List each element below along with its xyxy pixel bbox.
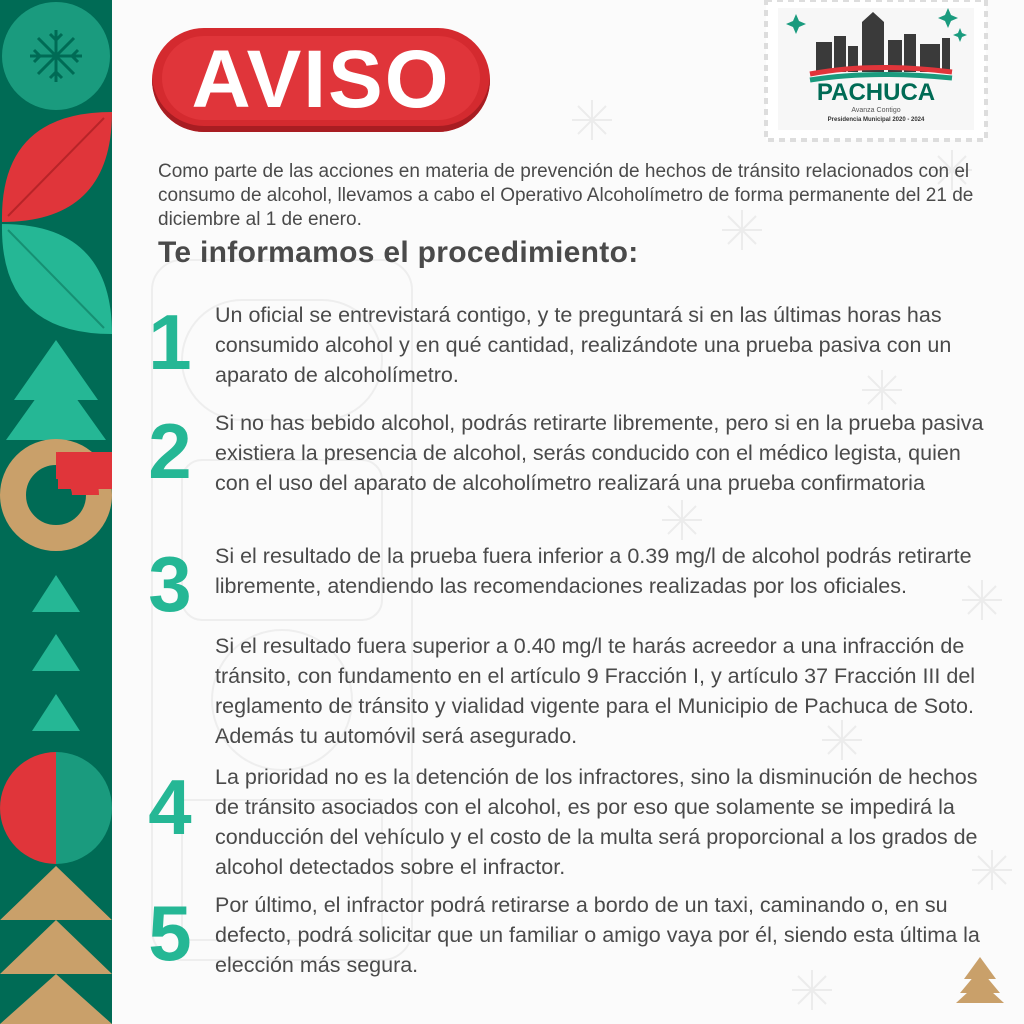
- step-4-number: 4: [148, 763, 192, 851]
- split-circle-ornament: [0, 752, 56, 864]
- logo-administration: Presidencia Municipal 2020 - 2024: [827, 117, 925, 123]
- step-1-text: Un oficial se entrevistará contigo, y te preguntará si en las últimas horas has consumido alcohol y en qué cantidad, realizándote una prueba pasiva con un aparato de alcoholímetro.: [215, 303, 952, 387]
- intro-paragraph: Como parte de las acciones en materia de prevención de hechos de tránsito relacionados con el consumo de alcohol, llevamos a cabo el Operativo Alcoholímetro de forma permanente del 21 de diciembre al 1 de enero.: [158, 161, 974, 230]
- step-2-number: 2: [148, 407, 192, 495]
- tree-icon: [6, 340, 106, 440]
- step-5-text: Por último, el infractor podrá retirarse a bordo de un taxi, caminando o, en su defecto, podrá solicitar que un familiar o amigo vaya por él, siendo esta última la elección más segura.: [215, 893, 980, 977]
- step-2-text: Si no has bebido alcohol, podrás retirarte libremente, pero si en la prueba pasiva existiera la presencia de alcohol, serás conducido con el médico legista, quien con el uso del aparato de alcoholímetro realizará una prueba confirmatoria: [215, 411, 984, 495]
- step-5-number: 5: [148, 889, 192, 977]
- aviso-title: AVISO: [191, 34, 451, 125]
- triangle-ornaments: [32, 575, 80, 731]
- logo-tagline: Avanza Contigo: [851, 107, 901, 114]
- logo-city: PACHUCA: [816, 79, 936, 106]
- step-3-text-b: Si el resultado fuera superior a 0.40 mg/l te harás acreedor a una infracción de tránsito, con fundamento en el artículo 9 Fracción I, y artículo 37 Fracción III del reglamento de tránsito y vialidad vigente para el Municipio de Pachuca de Soto. Además tu automóvil será asegurado.: [215, 634, 976, 748]
- decorative-sidebar: [0, 0, 112, 1024]
- step-3-text-a: Si el resultado de la prueba fuera inferior a 0.39 mg/l de alcohol podrás retirarte libremente, atendiendo las recomendaciones realizadas por los oficiales.: [215, 544, 972, 598]
- step-3-number: 3: [148, 540, 192, 628]
- procedure-heading: Te informamos el procedimiento:: [158, 236, 639, 269]
- tree-icon: [956, 955, 1004, 1005]
- aviso-badge: [152, 28, 490, 132]
- step-1-number: 1: [148, 298, 192, 386]
- step-4-text: La prioridad no es la detención de los infractores, sino la disminución de hechos de tránsito asociados con el alcohol, es por eso que solamente se impedirá la conducción del vehículo y el costo de la multa será proporcional a los grados de alcohol detectados sobre el infractor.: [215, 765, 978, 879]
- pachuca-logo: [762, 0, 990, 144]
